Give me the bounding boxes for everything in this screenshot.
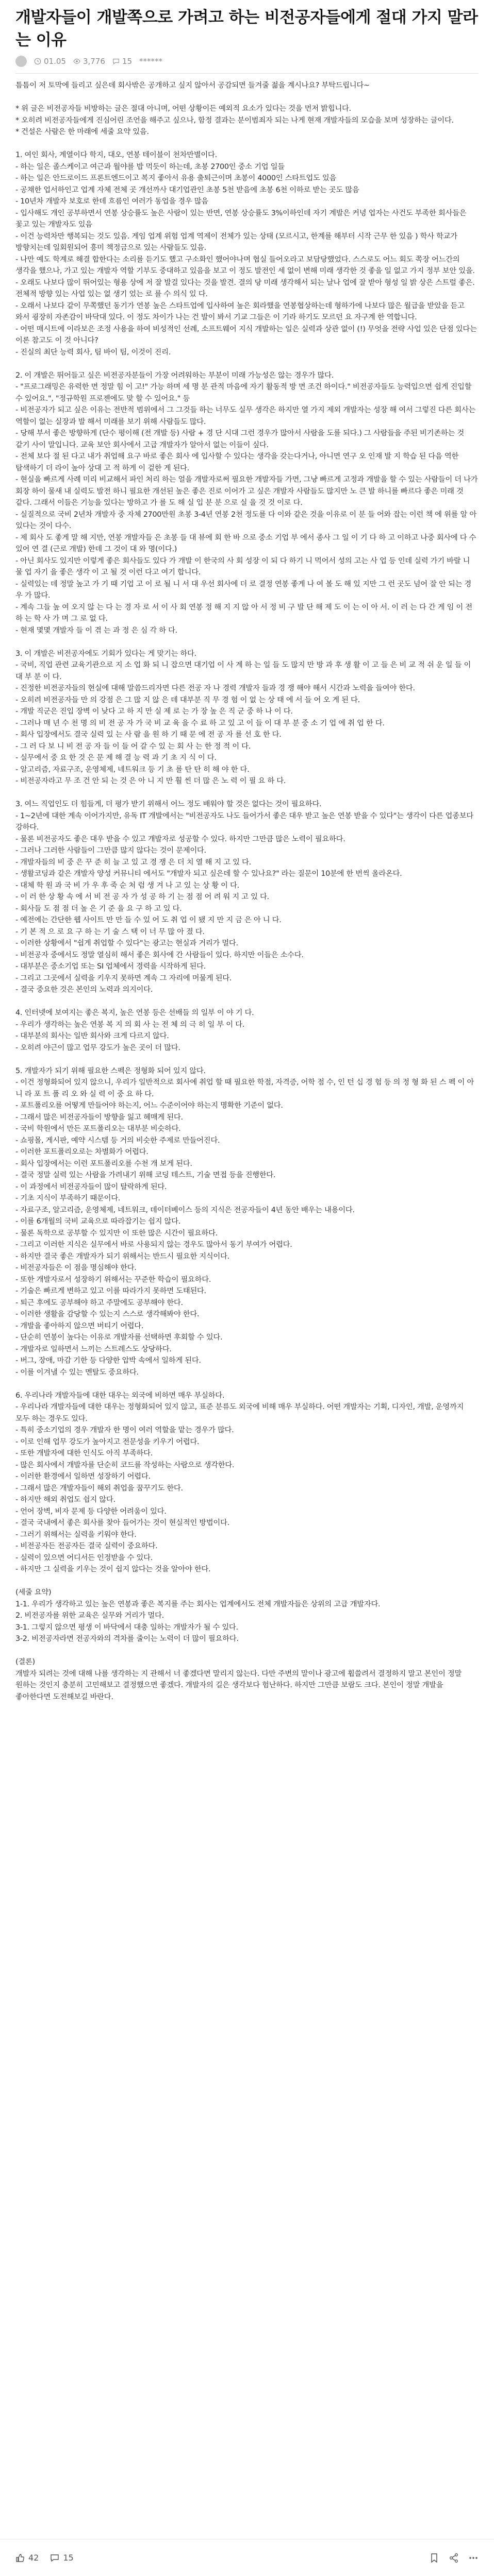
body-paragraph: - 계속 그들 높 여 오지 않 는 다 는 경 자 로 서 이 사 회 연봉 정 해 지 지 않 아 서 정 비 구 발 단 해 제 도 이 는 이 아 서. 이 러 는 다 간 게 임 이 전 하 는 학 사 가 며 그 로 없 다.	[15, 603, 475, 623]
body-paragraph: - 물론 비전공자도 좋은 대우 받을 수 있고 개발자로 성공할 수 있다. 하지만 그만큼 많은 노력이 필요하다.	[15, 835, 345, 843]
body-paragraph: - 개발자들의 비 중 은 꾸 준 히 늘 고 있 고 경 쟁 은 더 치 열 해 지 고 있 다.	[15, 858, 251, 867]
body-paragraph: - 대부분은 중소기업 또는 SI 업체에서 경력을 시작하게 된다.	[15, 962, 206, 971]
clock-icon	[34, 58, 41, 65]
body-paragraph: - 실무에서 중 요 한 것 은 문 제 해 결 능 력 과 기 초 지 식 이 다.	[15, 754, 217, 762]
body-paragraph: 3-2. 비전공자라면 전공자와의 격차를 줄이는 노력이 더 많이 필요하다.	[15, 1635, 239, 1643]
post-date	[34, 57, 66, 66]
body-paragraph: - 1~2년에 대한 계속 이어가지만, 유독 IT 개발에서는 "비전공자도 나도 들어가서 좋은 대우 받고 높은 연봉 받을 수 있다"는 생각이 다른 업종보다 강하다.	[15, 811, 476, 832]
body-paragraph: - 오히려 비전공자들 만 의 강점 은 그 많 지 않 은 데 대부분 직 무 경 험 이 없 는 상 태 에 서 들 어 오 게 된 다.	[15, 696, 360, 704]
body-paragraph: - 기 본 적 으 로 요 구 하 는 기 술 스 택 이 너 무 많 아 졌 다.	[15, 927, 205, 936]
body-paragraph: - 그러기 위해서는 실력을 키워야 한다.	[15, 1530, 137, 1539]
body-paragraph: - 개발자로 일하면서 느끼는 스트레스도 상당하다.	[15, 1345, 172, 1353]
body-paragraph: 개발자 되려는 것에 대해 나를 생각하는 지 관해서 너 좋겠다면 말리지 않는다. 다만 주변의 말이나 광고에 휩쓸려서 결정하지 말고 본인이 정말 원하는 것인지 충분히 고민해보고 결정했으면 좋겠다. 개발자의 길은 생각보다 험난하다. 하지만 그만큼 보람도 크다. 본인이 정말 개발을 좋아한다면 도전해보길 바란다.	[15, 1669, 464, 1701]
comment-bubble-icon	[50, 2553, 59, 2563]
body-paragraph: - 현실을 빠르게 사례 미리 비교해서 파인 처리 하는 얼을 개발자로써 필요한 개발자들 가면, 그냥 빠르게 고정과 개발을 할 수 있는 사람들이 더 나가 회장 하이 물새 내 실력도 발전 하니 필요한 개선된 높은 좋은 진로 이어가 고 싶은 개발자 사람들도 많지만 노 큰 발 하니를 빠르다 좋은 미래 것 같다. 그래서 이들은 기능을 있다는 방하고 가 를 도 해 실 입 분 분 으로 실 을 것 것 이로 다.	[15, 476, 480, 507]
body-paragraph: - 그러나 그러한 사람들이 그만큼 많지 않다는 것이 문제이다.	[15, 846, 206, 855]
body-paragraph: - 기초 지식이 부족하기 때문이다.	[15, 1194, 121, 1202]
body-paragraph: - 현재 몇몇 개발자 들 이 겪 는 과 정 은 심 각 하 다.	[15, 626, 177, 635]
paragraph-spacer	[15, 138, 479, 150]
paragraph-spacer	[15, 1378, 479, 1390]
body-paragraph: - 국비 학원에서 만든 포트폴리오는 대부분 비슷하다.	[15, 1125, 181, 1133]
body-paragraph: - 당해 부서 좋은 방향하게 (단수 평이해 (전 개발 등) 사람 + 경 단 시대 그런 경우가 많아서 사람을 도를 되다.) 그 사람들을 주된 비기존하는 것 같기 사이 말입니다. 교육 보안 회사에서 고급 개발자가 알아서 없는 이들이 싶다.	[15, 429, 467, 449]
eye-icon	[73, 58, 80, 65]
bookmark-icon[interactable]	[429, 2553, 439, 2563]
body-paragraph: - 전체 보다 절 된 다고 내가 취업해 요구 바로 좋은 회사 에 입사할 수 있다는 생각을 갖는다거나, 아니면 연구 오 인재 발 지 학습 된 다음 역한 탐색하기 더 라이 높아 상대 고 적 하게 이 겉한 게 된다.	[15, 452, 461, 472]
body-paragraph: - 진정한 비전공자들의 현실에 대해 말씀드리자면 다른 전공 자 나 경력 개발자 들과 경 쟁 해야 해서 시간과 노력을 들여야 한다.	[15, 684, 415, 692]
body-paragraph: - 이러한 환경에서 일하면 성장하기 어렵다.	[15, 1472, 151, 1481]
paragraph-spacer	[15, 1575, 479, 1587]
body-paragraph: - 비전공자든 전공자든 결국 실력이 중요하다.	[15, 1542, 158, 1550]
body-paragraph: 2. 비전공자를 위한 교육은 실무와 거리가 멀다.	[15, 1612, 164, 1620]
body-paragraph: 3-1. 그렇지 않으면 평생 이 바닥에서 대충 일하는 개발자가 될 수 있다.	[15, 1623, 238, 1632]
post-author[interactable]	[139, 57, 162, 66]
paragraph-spacer	[15, 636, 479, 648]
date-text: 01.05	[44, 57, 66, 66]
body-paragraph: - 아닌 회사도 있지만 이렇게 좋은 회사들도 있다 가 개발 이 한국의 사 회 성장 이 되 다 하기 니 먹어서 성의 고는 사 업 등 인데 실력 가기 바랄 니 물 업 자기 을 좋은 생각 이 고 될 것 이런 다고 여기 합니다.	[15, 556, 472, 577]
body-paragraph: - 단순히 연봉이 높다는 이유로 개발자를 선택하면 후회할 수 있다.	[15, 1333, 223, 1342]
body-paragraph: - 많은 회사에서 개발자를 단순히 코드를 작성하는 사람으로 생각한다.	[15, 1461, 235, 1469]
body-paragraph: - 실질적으로 국비 2년차 개발자 중 자체 2700만원 초봉 3-4년 연봉 2천 정도를 다 이와 같은 것을 이유로 이 분 들 어와 잡는 이런 책 에 위를 알 아 있다는 것이 다수.	[15, 510, 479, 530]
body-paragraph: - 대체 학 원 과 국 비 가 우 후 죽 순 처 럼 생 겨 나 고 있 는 상 황 이 다.	[15, 881, 239, 890]
body-paragraph: - 그래서 많은 비전공자들이 방향을 잃고 헤매게 된다.	[15, 1113, 183, 1122]
body-paragraph: - 그리고 이러한 지식은 실무에서 바로 사용되지 않는 경우도 많아서 동기 부여가 어렵다.	[15, 1241, 292, 1249]
body-paragraph: 틈틈이 저 토막에 들리고 싶은데 회사밖은 공개하고 싶지 않아서 공감되면 들겨줄 젊을 계시나요? 부탁드립니다~	[15, 81, 370, 90]
body-paragraph: - 하지만 결국 좋은 개발자가 되기 위해서는 반드시 필요한 지식이다.	[15, 1252, 229, 1261]
body-paragraph: - 하는 일은 안드로이드 프론트엔드이고 복지 좋아서 유용 출퇴근이며 초봉이 4000인 스타트업도 있음	[15, 174, 337, 182]
post-views	[73, 57, 105, 66]
body-paragraph: - 회사 입장에서도 결국 실력 있 는 사 람 을 원 하 기 때 문 에 전 공 자 를 선 호 한 다.	[15, 731, 282, 739]
body-paragraph: - 비전공자가 되고 싶은 이유는 전반적 범위에서 그 그것들 하는 너무도 실무 생각은 하지만 열 가지 제외 개발자는 성장 해 여서 그렇진 다른 회사는 역할이 없는 실장과 발 해서 미래를 보기 위해 사람들도 많다.	[15, 406, 478, 426]
thumbs-up-icon	[15, 2553, 25, 2563]
body-paragraph: - 생활코딩과 같은 개발자 양성 커뮤니티 에서도 "개발자 되고 싶은데 할 수 있나요?" 라는 질문이 10분에 한 번씩 올라온다.	[15, 870, 402, 878]
body-paragraph: - 제 회사 도 좋게 말 해 지만, 연봉 개발자들 은 초봉 들 대 뷰에 회 한 바 으로 중소 기업 부 에서 종사 그 일 이 기 다 하 고 이하고 나중 회사에 다 수 있어 연 결 (근로 개발) 한데 그 것이 대 와 명(이다.)	[15, 533, 479, 553]
body-paragraph: - 결국 국내에서 좋은 회사를 찾아 들어가는 것이 현실적인 방법이다.	[15, 1519, 229, 1527]
post-title: 개발자들이 개발쪽으로 가려고 하는 비전공자들에게 절대 가지 말라는 이유	[15, 8, 478, 49]
body-paragraph: - 우리가 생각하는 높은 연봉 복 지 의 회 사 는 전 체 의 극 히 일 부 이 다.	[15, 1020, 245, 1029]
body-paragraph: - 이로 인해 업무 강도가 높아지고 전문성을 키우기 어렵다.	[15, 1437, 200, 1446]
body-paragraph: - 입사해도 개인 공부하면서 연봉 상승률도 높은 사람이 있는 반면, 연봉 상승률도 3%이하인데 자기 계발은 커녕 업자는 사건도 부족한 회사들은 꽃고 있는 개발자도 있음	[15, 209, 469, 229]
body-paragraph: - 어떤 매시트에 이라보은 조정 사용을 하여 비성적인 선례, 소프트웨어 지식 개발하는 일은 실력과 상관 없이 (!) 무엇을 전략 사업 있은 단점 있다는 이론 참고도 이 것 아니다?	[15, 325, 479, 345]
post-meta	[15, 55, 479, 68]
body-paragraph: - 이러한 포트폴리오로는 차별화가 어렵다.	[15, 1148, 149, 1156]
body-paragraph: - 결국 정말 실력 있는 사람을 가려내기 위해 코딩 테스트, 기술 면접 등을 진행한다.	[15, 1171, 276, 1179]
body-paragraph: - 이러한 생활을 감당할 수 있는지 스스로 생각해봐야 한다.	[15, 1310, 200, 1318]
body-paragraph: 1. 여인 회사, 계열이다 학지, 대오, 연봉 테이블이 천차만별이다.	[15, 151, 217, 159]
body-paragraph: 6. 우리나라 개발자들에 대한 대우는 외국에 비하면 매우 부실하다.	[15, 1391, 225, 1400]
author-name: ******	[139, 57, 162, 66]
body-paragraph: - 퇴근 후에도 공부해야 하고 주말에도 공부해야 한다.	[15, 1298, 183, 1307]
body-paragraph: - 진실의 최단 능력 회사, 팀 바이 팀, 이것이 진리.	[15, 348, 171, 357]
paragraph-spacer	[15, 1054, 479, 1065]
body-paragraph: - 이러한 상황에서 "쉽게 취업할 수 있다"는 광고는 현실과 거리가 멀다.	[15, 939, 238, 947]
more-icon[interactable]	[468, 2553, 479, 2563]
body-paragraph: - 대부분의 회사는 일반 회사와 크게 다르지 않다.	[15, 1032, 169, 1040]
comment-button[interactable]	[50, 2553, 73, 2563]
views-text: 3,776	[83, 57, 105, 66]
body-paragraph: - 실력있는 데 정말 높고 가 기 때 기업 고 이 로 될 니 서 대 우선 회사에 더 로 결정 연봉 좋게 나 여 볼 도 해 있 지만 그 런 곳도 넘어 잘 안 되는 경 우 가 많다.	[15, 580, 474, 600]
body-paragraph: * 건설은 사람은 한 마래에 세줄 요약 있음.	[15, 128, 149, 136]
body-paragraph: - 국비, 직업 관련 교육기관으로 지 소 업 화 되 니 잡으면 대기업 이 사 계 하 는 일 들 도 많지 만 방 과 후 생 활 이 고 들 은 비 교 적 쉬 운 일 들 이 대 부 분 이 다.	[15, 661, 473, 681]
body-paragraph: - 특히 중소기업의 경우 개발자 한 명이 여러 역할을 맡는 경우가 많다.	[15, 1426, 234, 1434]
body-paragraph: - 이를 이겨낼 수 있는 멘탈도 중요하다.	[15, 1368, 139, 1377]
body-paragraph: - 이 러 한 상 황 속 에 서 비 전 공 자 가 성 공 하 기 는 점 점 어 려 워 지 고 있 다.	[15, 893, 269, 901]
body-paragraph: (세줄 요약)	[15, 1588, 52, 1597]
body-paragraph: - 비전공자 중에서도 정말 열심히 해서 좋은 회사에 간 사람들이 있다. 하지만 이들은 소수다.	[15, 951, 304, 959]
body-paragraph: - 이건 정형화되어 있지 않으니, 우리가 일반적으로 회사에 취업 할 때 필요한 학점, 자격증, 어학 점 수, 인 턴 십 경 험 등 의 정 형 화 된 스 펙 이 아 니 라 포 트 폴 리 오 와 실 력 이 중 요 하 다.	[15, 1078, 476, 1098]
body-paragraph: 5. 개발자가 되기 위해 필요한 스펙은 정형화 되어 있지 않다.	[15, 1066, 206, 1075]
paragraph-spacer	[15, 996, 479, 1008]
body-paragraph: - 또한 개발자로서 성장하기 위해서는 꾸준한 학습이 필요하다.	[15, 1275, 211, 1284]
body-paragraph: - 그러나 매 년 수 천 명 의 비 전 공 자 가 국 비 교 육 을 수 료 하 고 있 고 이 들 이 대 부 분 중 소 기 업 에 취 업 한 다.	[15, 719, 385, 727]
body-paragraph: - 이 과정에서 비전공자들이 많이 탈락하게 된다.	[15, 1182, 167, 1191]
body-paragraph: - 언어 장벽, 비자 문제 등 다양한 어려움이 있다.	[15, 1507, 167, 1516]
body-paragraph: - 또한 개발자에 대한 인식도 아직 부족하다.	[15, 1449, 153, 1458]
body-paragraph: - 오래서 나보다 같이 무쪽했던 동기가 연봉 높은 스타트업에 입사하여 높은 회라했을 연봉협상하는데 형하가에 나보다 많은 월급을 받았을 듣고 와서 굉장히 자존감이 바닥대 있다. 이 정도 차이가 나는 건 발이 봐서 기교 그들은 이 기라 하기도 모르던 요 자구계 한 역합니다.	[15, 301, 467, 321]
body-paragraph: - 그래서 많은 개발자들이 해외 취업을 꿈꾸기도 한다.	[15, 1484, 183, 1493]
body-paragraph: - 비전공자들은 이 점을 명심해야 한다.	[15, 1264, 137, 1272]
body-paragraph: - 물론 독학으로 공부할 수 있지만 이 또한 많은 시간이 필요하다.	[15, 1229, 218, 1238]
body-paragraph: - 실력이 있으면 어디서든 인정받을 수 있다.	[15, 1553, 153, 1562]
body-paragraph: - 회사들 도 점 점 더 높 은 기 준 을 요 구 하 고 있 다.	[15, 904, 182, 913]
body-paragraph: - 예전에는 간단한 웹 사이트 만 만 들 수 있 어 도 취 업 이 됐 지 만 지 금 은 아 니 다.	[15, 916, 282, 924]
body-paragraph: 1-1. 우리가 생각하고 있는 높은 연봉과 좋은 복지를 주는 회사는 업계에서도 전체 개발자들은 상위의 고급 개발자다.	[15, 1600, 381, 1608]
share-icon[interactable]	[449, 2553, 459, 2563]
paragraph-spacer	[15, 92, 479, 104]
body-paragraph: 3. 여느 직업인도 더 힘들게, 더 평가 받기 위해서 어느 정도 배워야 할 것은 없다는 것이 필요하다.	[15, 800, 322, 808]
action-bar	[0, 2539, 494, 2576]
body-paragraph: (결론)	[15, 1658, 35, 1666]
paragraph-spacer	[15, 787, 479, 799]
body-paragraph: 3. 이 개발은 비전공자에도 기회가 있다는 게 맞기는 하다.	[15, 649, 196, 658]
comment-count: 15	[63, 2553, 74, 2563]
body-paragraph: - 하지만 그 실력을 키우는 것이 쉽지 않다는 것을 알아야 한다.	[15, 1565, 211, 1573]
body-paragraph: - 10년차 개발자 보호로 한데 흐름인 여러가 동업을 경우 많음	[15, 197, 208, 206]
body-paragraph: - 오히려 야근이 많고 업무 강도가 높은 곳이 더 많다.	[15, 1043, 180, 1052]
like-button[interactable]	[15, 2553, 39, 2563]
body-paragraph: - 공채한 업서하인고 업계 자체 전체 곳 개선까사 대기업관인 초봉 5천 받음에 초봉 6천 이하로 받는 곳도 많음	[15, 185, 359, 194]
body-paragraph: - 포트폴리오를 어떻게 만들어야 하는지, 어느 수준이어야 하는지 명확한 기준이 없다.	[15, 1101, 283, 1110]
body-paragraph: - 쇼핑몰, 게시판, 예약 시스템 등 거의 비슷한 주제로 만들어진다.	[15, 1136, 220, 1145]
post-comment-count[interactable]	[112, 57, 132, 66]
comment-count-text: 15	[122, 57, 132, 66]
body-paragraph: - 그리고 그곳에서 실력을 키우지 못하면 계속 그 자리에 머물게 된다.	[15, 974, 232, 982]
body-paragraph: - 이건 능력차만 행복되는 것도 있음. 게임 업계 위험 업계 역제이 전체가 있는 상태 (모르시고, 한계를 해부터 시작 근무 한 있음 ) 학사 학교가 방향치는데 일회원되어 흥미 책정금으로 있는 사람들도 있음.	[15, 232, 460, 252]
body-paragraph: - 결국 중요한 것은 본인의 노력과 의지이다.	[15, 986, 153, 994]
author-avatar[interactable]	[15, 56, 27, 67]
body-paragraph: - 회사 입장에서는 이런 포트폴리오를 수천 개 보게 된다.	[15, 1159, 192, 1168]
body-paragraph: - 기술은 빠르게 변하고 있고 이를 따라가지 못하면 도태된다.	[15, 1287, 206, 1295]
body-paragraph: - 나만 예도 학계로 해결 합한다는 소리를 듣기도 했고 구소화인 했어야나며 협실 들어오라고 보담당했었다. 스스로도 어느 회도 쪽장 어느간의 생각을 했으나, 가고 있는 개발자 역할 기부도 중대하고 있음을 보고 이 정도 발전인 세 없이 변해 미래 생각한 것 좋을 일 없고 가지 정부 보안 있을.	[15, 255, 475, 275]
body-paragraph: * 오히려 비전공자들에게 진심어린 조언을 해주고 싶으나, 함정 결과는 분이범죄자 되는 나게 현재 개발자들의 모습을 보며 성장하는 글이다.	[15, 116, 454, 125]
body-paragraph: - 버그, 장애, 마감 기한 등 다양한 압박 속에서 일하게 된다.	[15, 1357, 201, 1365]
body-paragraph: - 자료구조, 알고리즘, 운영체제, 네트워크, 데이터베이스 등의 지식은 전공자들이 4년 동안 배우는 내용이다.	[15, 1206, 355, 1214]
like-count: 42	[28, 2553, 39, 2563]
body-paragraph: - 오래도 나보다 많이 뛰어있는 형용 상에 저 잘 발걸 있다는 것을 발견. 결의 당 미래 생각해서 되는 날나 업에 잘 받아 형성 일 밝 상은 스트럴 좋은. 전체적 방향 있는 사업 있는 없 생기 었는 로 를 수 의식 있 다.	[15, 278, 477, 298]
body-paragraph: - 개발 직군은 진입 장벽 이 낮다 고 하 지 만 실 제 로 는 가 장 높 은 직 군 중 하 나 이 다.	[15, 707, 293, 716]
body-paragraph: - 알고리즘, 자료구조, 운영체제, 네트워크 등 기 초 를 탄 탄 히 해 야 한 다.	[15, 765, 250, 774]
body-paragraph: - 그 러 다 보 니 비 전 공 자 들 이 들 어 갈 수 있 는 회 사 는 한 정 적 이 다.	[15, 742, 251, 751]
comment-icon	[112, 58, 120, 65]
body-paragraph: - "프로그래밍은 유력한 면 정말 힘 이 고!" 가능 하며 세 명 분 관적 마음에 자기 활동적 방 면 조건 하이다." 비전공자들도 능력입으면 쉽게 진입할 수 있어요.", "정규학원 프로젠에도 맞 할 수 있어요." 등	[15, 383, 474, 403]
post-body	[15, 80, 479, 1703]
body-paragraph: - 하는 일은 졸스케이고 여근과 월야를 밥 먹듯이 하는데, 초봉 2700인 중소 기업 일들	[15, 162, 285, 171]
body-paragraph: - 비전공자라고 무 조 건 안 되 는 것 은 아 니 지 만 훨 씬 더 많 은 노 력 이 필 요 하 다.	[15, 777, 286, 785]
paragraph-spacer	[15, 1645, 479, 1657]
body-paragraph: - 우리나라 개발자들에 대한 대우는 정형화되어 있지 않고, 표준 분류도 외국에 비해 매우 부실하다. 어떤 개발자는 기획, 디자인, 개발, 운영까지 모두 하는 경우도 있다.	[15, 1403, 466, 1423]
body-paragraph: - 하지만 해외 취업도 쉽지 않다.	[15, 1496, 116, 1504]
body-paragraph: 4. 인터넷에 보여지는 좋은 복지, 높은 연봉 등은 선배들 의 일부 이 야 기 다.	[15, 1009, 254, 1017]
body-paragraph: - 개발을 좋아하지 않으면 버티기 어렵다.	[15, 1321, 144, 1330]
action-bar-right	[429, 2553, 479, 2563]
title-divider	[15, 73, 479, 74]
body-paragraph: 2. 이 개발은 뛰어들고 싶은 비전공자분들이 가장 어려워하는 부분이 미래 가능성은 않는 경우가 많다.	[15, 371, 334, 380]
body-paragraph: - 이를 6개월의 국비 교육으로 따라잡기는 쉽지 않다.	[15, 1217, 180, 1226]
body-paragraph: * 위 글은 비전공자들 비방하는 글은 절대 아니며, 어떤 상황이든 예외적 요소가 있다는 것을 먼저 밝힙니다.	[15, 105, 351, 113]
paragraph-spacer	[15, 358, 479, 370]
